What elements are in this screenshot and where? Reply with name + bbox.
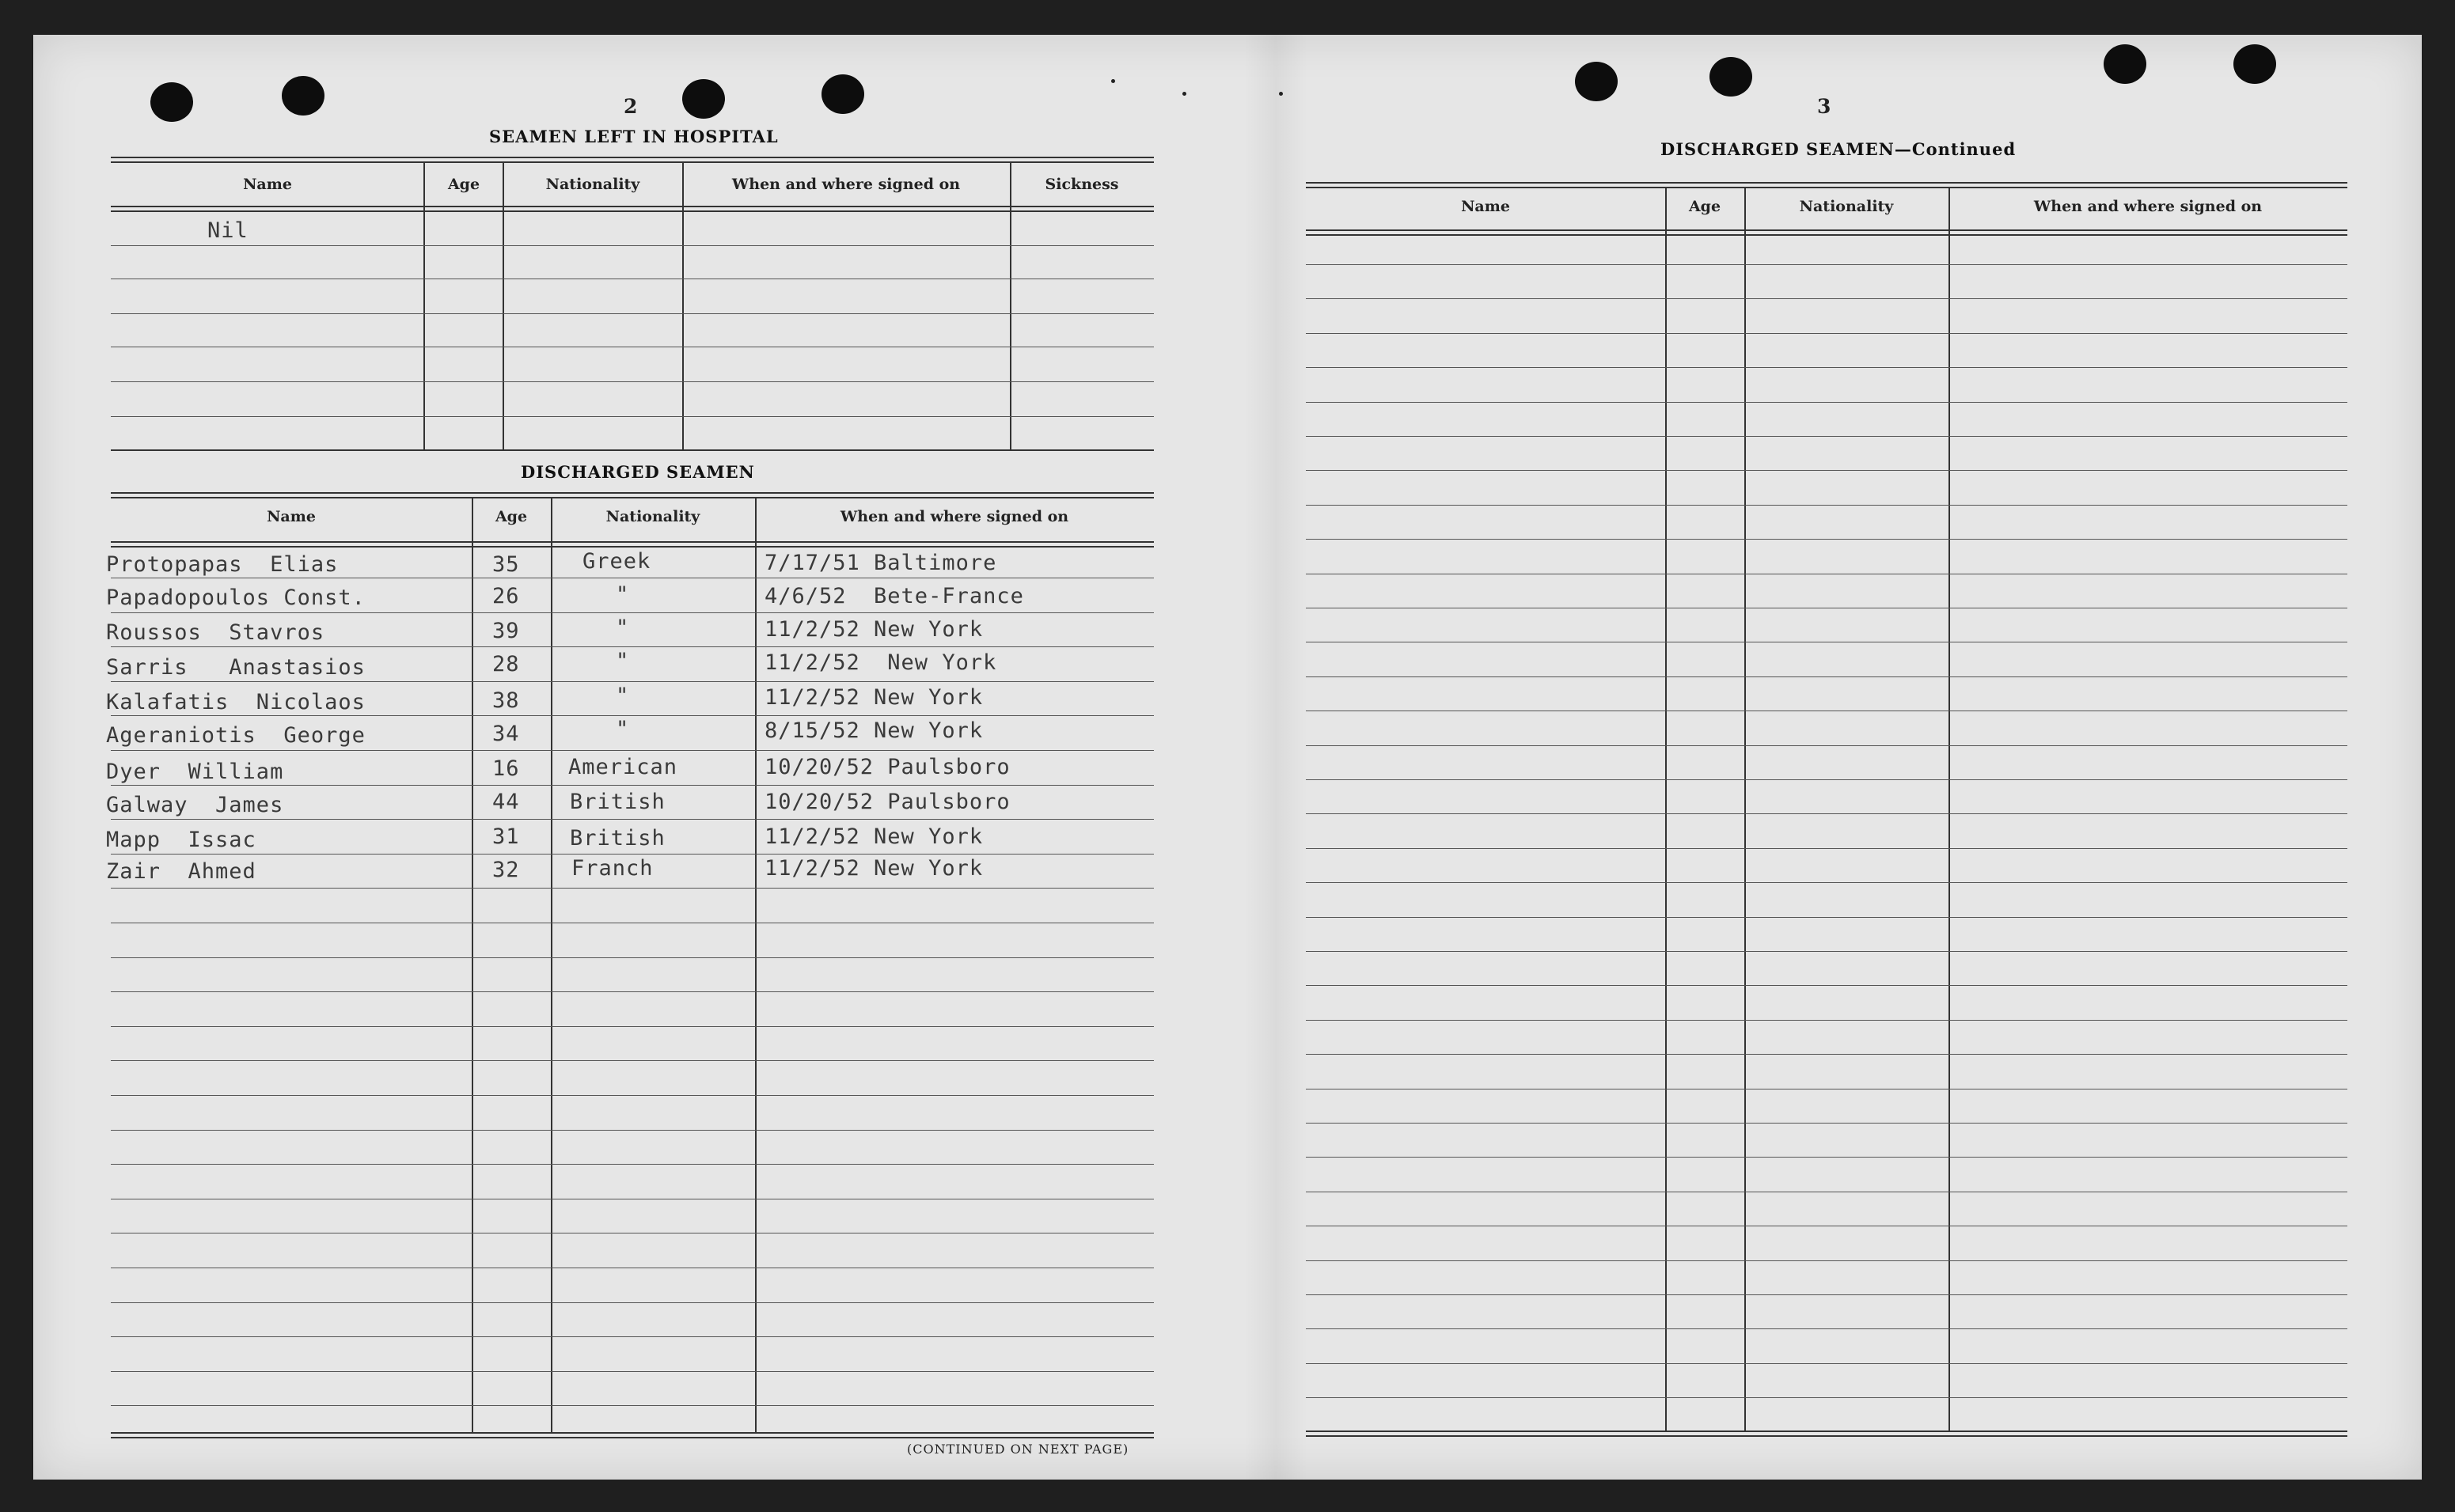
row-line xyxy=(1306,1123,2347,1124)
seaman-signed-on: 11/2/52 New York xyxy=(765,824,984,849)
seaman-signed-on: 11/2/52 New York xyxy=(765,617,984,642)
row-line xyxy=(111,1164,1154,1165)
punch-hole xyxy=(821,74,864,114)
row-line xyxy=(1306,1157,2347,1158)
col-divider xyxy=(1665,187,1667,1431)
row-line xyxy=(111,1336,1154,1337)
row-line xyxy=(1306,1328,2347,1329)
punch-hole xyxy=(2104,44,2146,84)
col-signed-on: When and where signed on xyxy=(2033,198,2263,215)
seaman-signed-on: 10/20/52 Paulsboro xyxy=(765,755,1011,779)
row-line xyxy=(1306,1363,2347,1364)
row-line xyxy=(111,1026,1154,1027)
row-line xyxy=(111,819,1154,820)
row-line xyxy=(1306,436,2347,437)
row-line xyxy=(1306,539,2347,540)
seaman-nationality: American xyxy=(568,755,678,779)
col-divider xyxy=(423,161,425,449)
hospital-entry: Nil xyxy=(207,218,249,243)
row-line xyxy=(111,1130,1154,1131)
row-line xyxy=(111,888,1154,889)
speck xyxy=(1111,79,1115,83)
rule xyxy=(111,492,1154,498)
seaman-name: Mapp Issac xyxy=(106,828,256,852)
col-name: Name xyxy=(267,508,316,525)
col-nationality: Nationality xyxy=(605,508,700,525)
row-line xyxy=(1306,470,2347,471)
row-line xyxy=(1306,985,2347,986)
punch-hole xyxy=(150,82,193,122)
row-line xyxy=(111,1060,1154,1061)
seaman-nationality: British xyxy=(570,790,666,814)
page-gutter xyxy=(1244,35,1307,1480)
row-line xyxy=(1306,676,2347,677)
col-divider xyxy=(682,161,684,449)
col-age: Age xyxy=(1688,198,1721,215)
row-line xyxy=(1306,745,2347,746)
row-line xyxy=(111,646,1154,647)
left-page-number: 2 xyxy=(624,95,638,118)
row-line xyxy=(1306,264,2347,265)
col-divider xyxy=(503,161,504,449)
row-line xyxy=(1306,951,2347,952)
row-line xyxy=(1306,1397,2347,1398)
row-line xyxy=(111,1371,1154,1372)
row-line xyxy=(1306,917,2347,918)
seaman-name: Zair Ahmed xyxy=(106,859,256,884)
seaman-name: Dyer William xyxy=(106,760,284,784)
hospital-section-title: SEAMEN LEFT IN HOSPITAL xyxy=(489,127,779,146)
punch-hole xyxy=(682,79,725,119)
seaman-name: Galway James xyxy=(106,793,284,817)
row-line xyxy=(111,1095,1154,1096)
row-line xyxy=(1306,1054,2347,1055)
row-line xyxy=(1306,1020,2347,1021)
rule xyxy=(1306,229,2347,236)
rule xyxy=(1306,1431,2347,1437)
col-divider xyxy=(551,497,552,1432)
row-line xyxy=(111,1302,1154,1303)
row-line xyxy=(111,957,1154,958)
seaman-name: Protopapas Elias xyxy=(106,552,339,577)
row-line xyxy=(111,750,1154,751)
rule xyxy=(1306,182,2347,188)
rule xyxy=(111,449,1154,451)
col-divider xyxy=(1744,187,1746,1431)
row-line xyxy=(111,416,1154,417)
right-page-number: 3 xyxy=(1817,95,1831,118)
col-name: Name xyxy=(1461,198,1510,215)
row-line xyxy=(1306,505,2347,506)
punch-hole xyxy=(1575,62,1618,101)
col-signed-on: When and where signed on xyxy=(731,176,961,193)
seaman-nationality: " xyxy=(616,684,630,708)
seaman-age: 28 xyxy=(492,652,520,676)
discharged-section-title: DISCHARGED SEAMEN xyxy=(521,462,755,482)
seaman-age: 16 xyxy=(492,756,520,781)
row-line xyxy=(111,854,1154,855)
row-line xyxy=(1306,1260,2347,1261)
seaman-nationality: " xyxy=(616,649,630,673)
row-line xyxy=(111,313,1154,314)
speck xyxy=(1279,92,1283,96)
row-line xyxy=(111,612,1154,613)
col-signed-on: When and where signed on xyxy=(840,508,1069,525)
seaman-age: 39 xyxy=(492,619,520,643)
col-age: Age xyxy=(447,176,480,193)
col-divider xyxy=(472,497,473,1432)
row-line xyxy=(111,245,1154,246)
seaman-age: 34 xyxy=(492,722,520,746)
row-line xyxy=(111,681,1154,682)
seaman-name: Sarris Anastasios xyxy=(106,655,366,680)
rule xyxy=(111,206,1154,212)
seaman-nationality: " xyxy=(616,616,630,640)
row-line xyxy=(111,1405,1154,1406)
row-line xyxy=(111,991,1154,992)
row-line xyxy=(111,785,1154,786)
seaman-age: 35 xyxy=(492,552,520,577)
col-age: Age xyxy=(495,508,528,525)
row-line xyxy=(1306,402,2347,403)
seaman-age: 32 xyxy=(492,858,520,882)
col-divider xyxy=(1010,161,1011,449)
col-nationality: Nationality xyxy=(1799,198,1894,215)
seaman-nationality: Greek xyxy=(582,549,651,574)
seaman-age: 44 xyxy=(492,790,520,814)
seaman-name: Papadopoulos Const. xyxy=(106,585,366,610)
seaman-name: Kalafatis Nicolaos xyxy=(106,690,366,714)
seaman-nationality: " xyxy=(616,582,630,607)
seaman-nationality: British xyxy=(570,826,666,851)
row-line xyxy=(1306,813,2347,814)
row-line xyxy=(1306,333,2347,334)
row-line xyxy=(1306,779,2347,780)
continued-footer: (CONTINUED ON NEXT PAGE) xyxy=(907,1442,1129,1457)
speck xyxy=(1182,92,1186,96)
row-line xyxy=(1306,367,2347,368)
seaman-signed-on: 4/6/52 Bete-France xyxy=(765,584,1024,608)
seaman-signed-on: 8/15/52 New York xyxy=(765,718,984,743)
rule xyxy=(111,1432,1154,1438)
seaman-signed-on: 11/2/52 New York xyxy=(765,685,984,710)
row-line xyxy=(1306,1294,2347,1295)
discharged-continued-title: DISCHARGED SEAMEN—Continued xyxy=(1660,139,2017,159)
seaman-age: 31 xyxy=(492,824,520,849)
seaman-age: 26 xyxy=(492,584,520,608)
col-divider xyxy=(755,497,757,1432)
seaman-signed-on: 10/20/52 Paulsboro xyxy=(765,790,1011,814)
punch-hole xyxy=(2233,44,2276,84)
seaman-signed-on: 7/17/51 Baltimore xyxy=(765,551,997,575)
rule xyxy=(111,157,1154,163)
punch-hole xyxy=(282,76,324,116)
seaman-signed-on: 11/2/52 New York xyxy=(765,650,997,675)
col-nationality: Nationality xyxy=(545,176,640,193)
seaman-nationality: " xyxy=(616,717,630,741)
rule xyxy=(111,541,1154,548)
document-sheet xyxy=(33,35,2422,1480)
seaman-signed-on: 11/2/52 New York xyxy=(765,856,984,881)
row-line xyxy=(111,715,1154,716)
col-name: Name xyxy=(243,176,292,193)
row-line xyxy=(1306,298,2347,299)
seaman-nationality: Franch xyxy=(571,856,654,881)
punch-hole xyxy=(1709,57,1752,97)
seaman-name: Roussos Stavros xyxy=(106,620,325,645)
seaman-name: Ageraniotis George xyxy=(106,723,366,748)
row-line xyxy=(111,381,1154,382)
col-sickness: Sickness xyxy=(1045,176,1119,193)
col-divider xyxy=(1948,187,1950,1431)
row-line xyxy=(1306,882,2347,883)
seaman-age: 38 xyxy=(492,688,520,713)
row-line xyxy=(1306,848,2347,849)
